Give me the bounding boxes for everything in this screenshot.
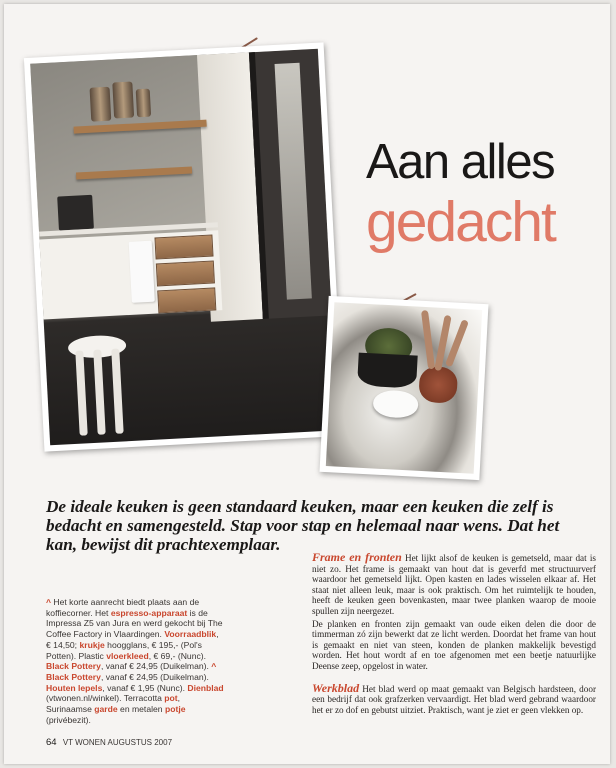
sidebar-text: hoogglans, € 195,- (Pol's Potten). Plastic (46, 639, 202, 661)
sidebar-text: (vtwonen.nl/winkel). Terracotta (46, 693, 165, 704)
magazine-page (4, 4, 610, 764)
article-body (312, 552, 596, 717)
arrow-up-icon: ^ (46, 597, 52, 607)
sidebar-text: , Surinaamse (46, 693, 181, 715)
article-paragraph (312, 552, 596, 617)
sidebar-highlight: Voorraadblik (164, 629, 217, 640)
article-paragraph (312, 680, 596, 716)
sidebar-text: en metalen (117, 704, 165, 715)
sidebar-text: , vanaf € 1,95 (Nunc). (102, 682, 188, 693)
sidebar-text: , € 14,50; (46, 629, 219, 650)
subheading-werkblad: Werkblad (312, 680, 360, 695)
sidebar-highlight: vloerkleed (106, 650, 149, 661)
article-paragraph: De planken en fronten zijn gemaakt van oude eiken delen die door de timmerman zó zijn bewerkt dat ze licht werden. Doordat het frame van hout is gemaakt en niet van steen, konden de planken makkelijk bevestigd worden. Het hout wordt af en toe afgenomen met een beetje natuurlijke Deense zeep, opgelost in water. (312, 618, 596, 671)
kitchen-photo (24, 42, 344, 451)
page-footer (46, 737, 172, 748)
tray-photo (320, 296, 489, 480)
paragraph-text: Het blad werd op maat gemaakt van Belgisch hardsteen, door een bedrijf dat ook grafzerken vervaardigt. Het blad werd gebrand waardoor het er zo dof en gebutst uitziet. Praktisch, want je ziet er geen vlekken op. (312, 683, 596, 715)
page-number: 64 (46, 737, 57, 748)
sidebar-text: (privébezit). (46, 714, 91, 725)
sidebar-highlight: garde (94, 704, 118, 715)
sidebar-text: , vanaf € 24,95 (Duikelman). (100, 671, 209, 682)
paragraph-text: Het lijkt alsof de keuken is gemetseld, maar dat is niet zo. Het frame is gemaakt van hout dat is geverfd met structuurverf waardoor het gemetseld lijkt. Open kasten en lades wisselen elkaar af. Het staat niet alleen leuk, maar is ook praktisch. Om het ruimtelijk te houden, heeft de keuken geen bovenkasten, maar twee planken waarop de mooie spullen zijn neergezet. (312, 553, 596, 616)
sidebar-text: , vanaf € 24,95 (Duikelman). (100, 661, 212, 672)
magazine-issue: VT WONEN AUGUSTUS 2007 (62, 738, 173, 747)
sidebar-highlight: pot (164, 693, 178, 704)
sidebar-highlight: Black Pottery (46, 661, 101, 672)
sidebar-text: Het korte aanrecht biedt plaats aan de koffiecorner. Het (46, 597, 200, 618)
page-title-line2: gedacht (366, 190, 555, 254)
sidebar-text: , € 69,- (Nunc). (148, 650, 207, 661)
sidebar-text: is de Impressa Z5 van Jura en werd gekocht bij The Coffee Factory in Vlaardingen. (46, 607, 223, 640)
subheading-frame-en-fronten: Frame en fronten (312, 550, 402, 564)
sidebar-highlight: Dienblad (187, 682, 224, 693)
sidebar-highlight: potje (164, 704, 186, 715)
product-sidebar (46, 597, 224, 725)
sidebar-highlight: Houten lepels (46, 682, 103, 693)
page-title-line1: Aan alles (366, 135, 555, 189)
sidebar-highlight: espresso-apparaat (110, 607, 188, 618)
sidebar-highlight: krukje (79, 639, 105, 650)
sidebar-highlight: Black Pottery (46, 671, 101, 682)
intro-paragraph: De ideale keuken is geen standaard keuken, maar een keuken die zelf is bedacht en samengesteld. Stap voor stap en helemaal naar wens. Dat het kan, bewijst dit prachtexemplaar. (46, 497, 560, 554)
arrow-up-icon: ^ (211, 661, 217, 672)
